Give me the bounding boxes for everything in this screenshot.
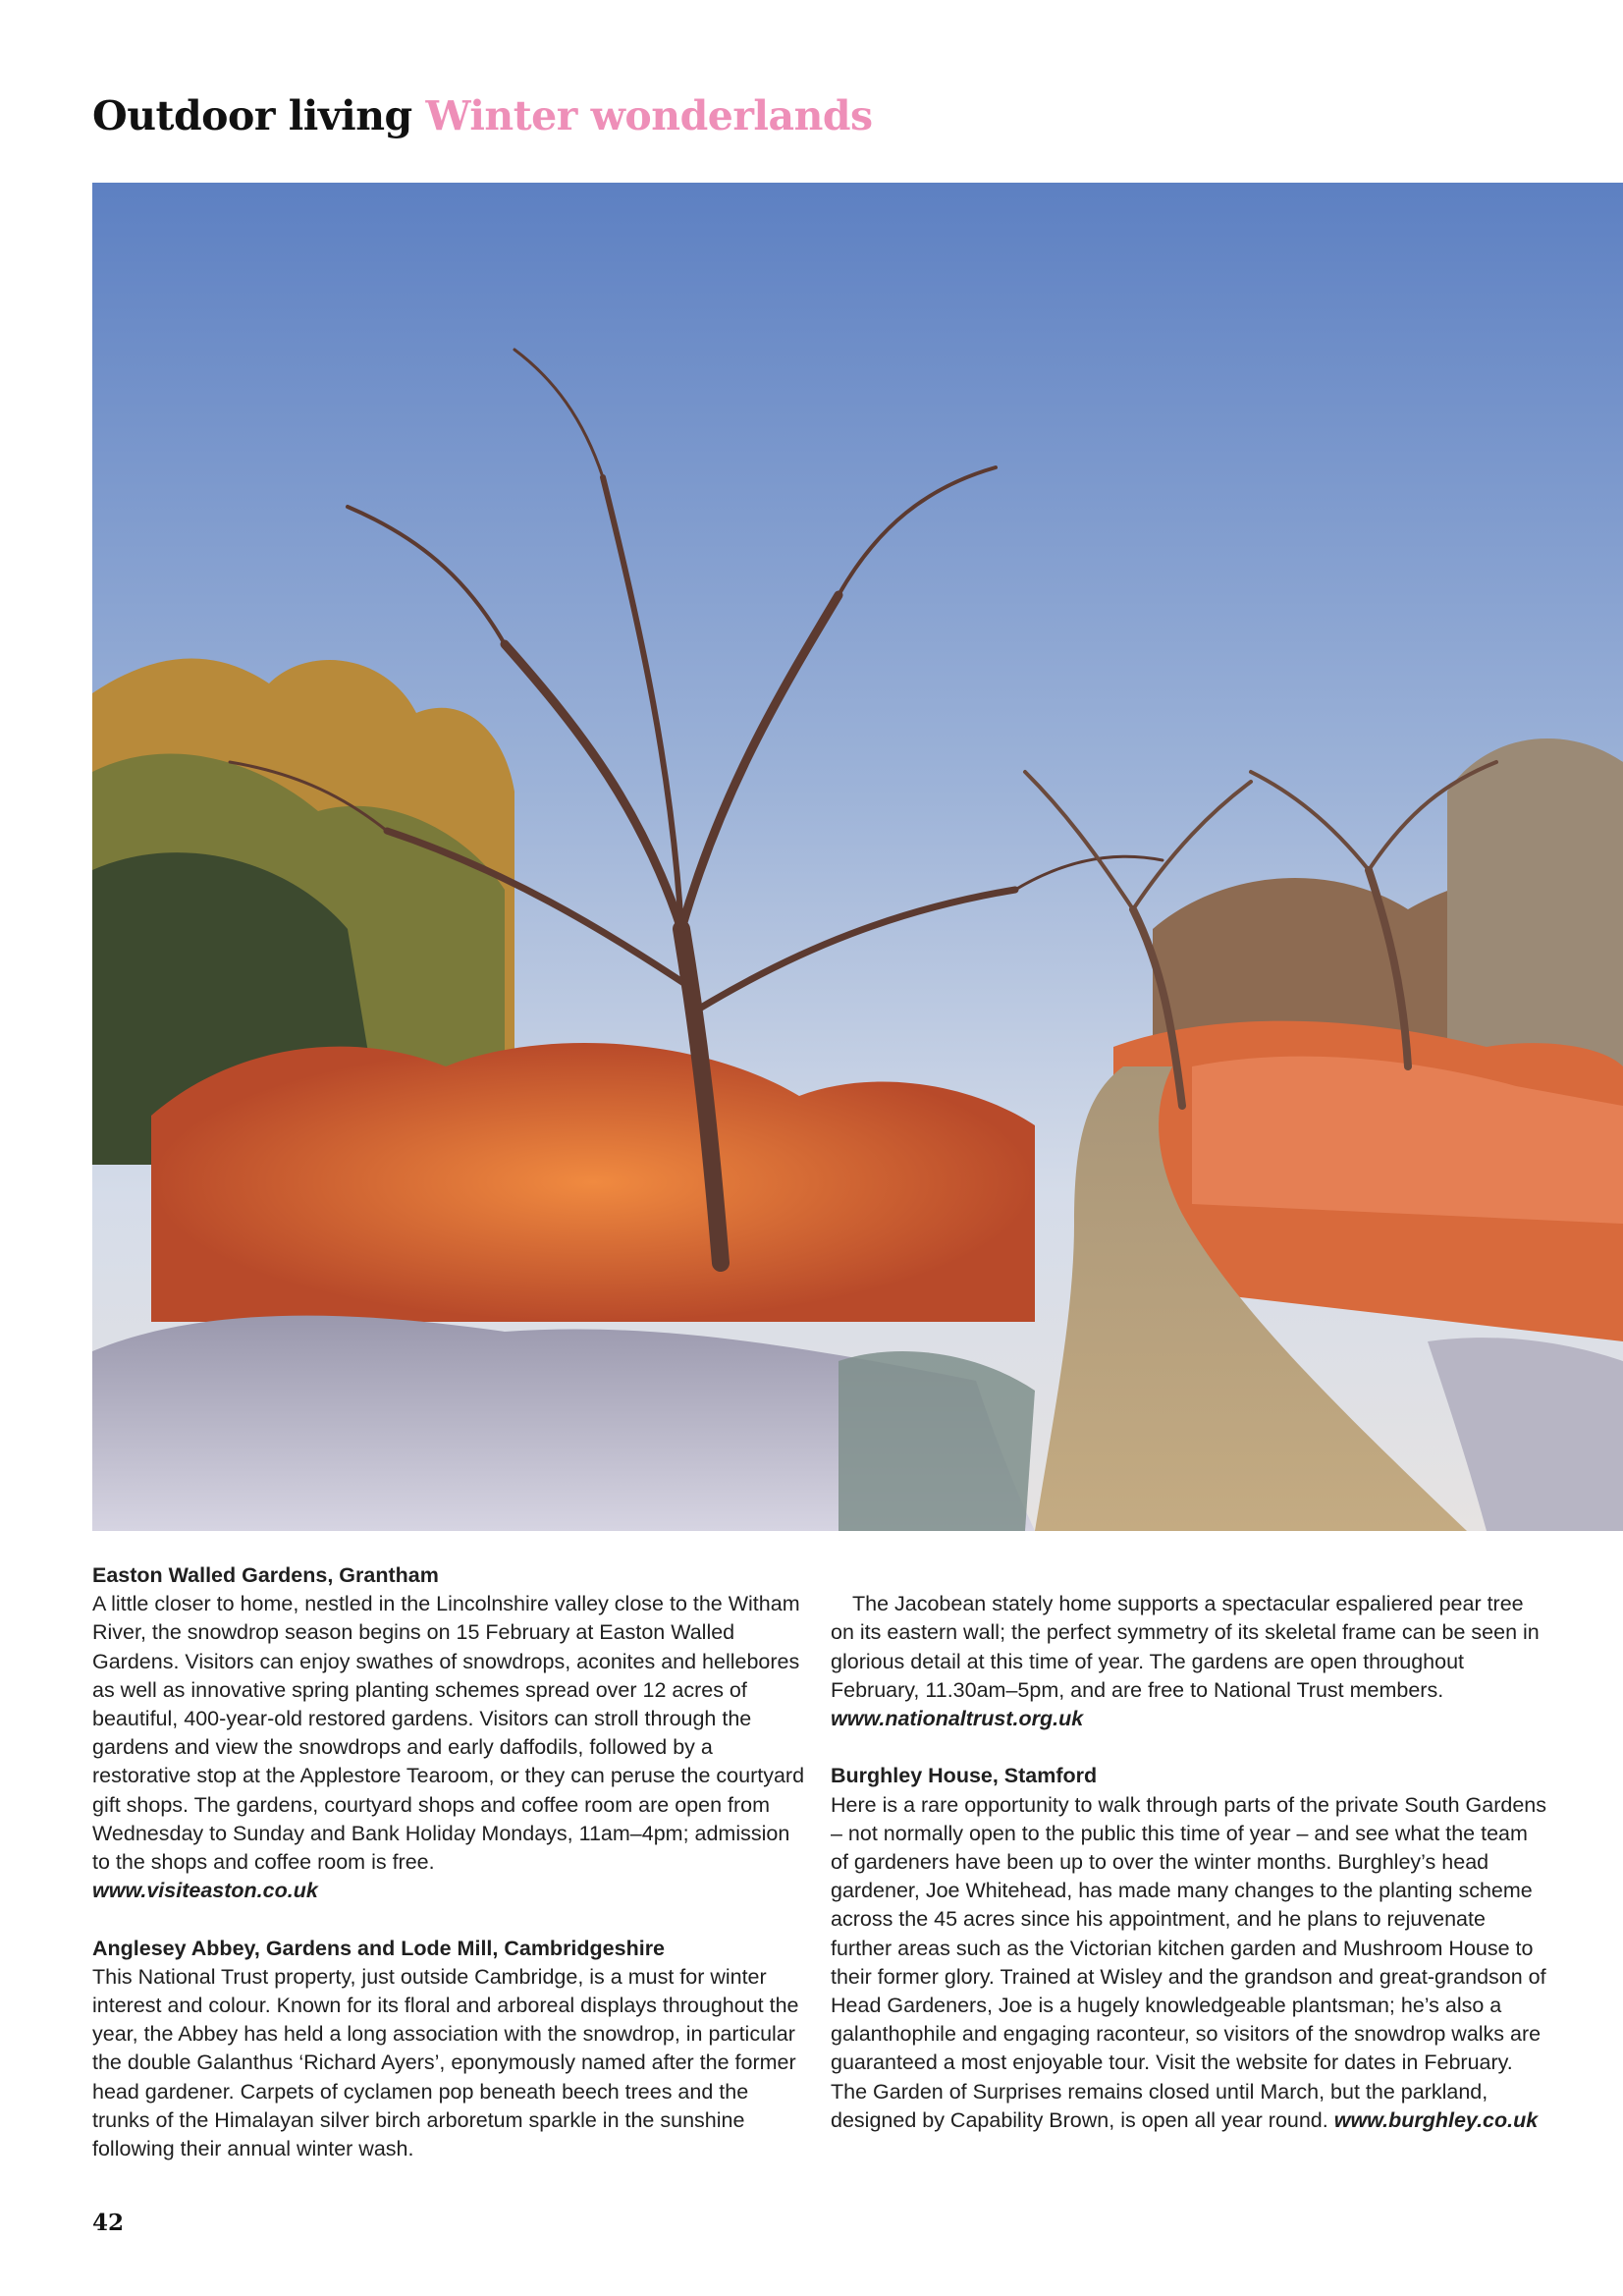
paragraph-gap [92,1905,809,1934]
page-number: 42 [92,2210,125,2236]
paragraph-gap [831,1733,1547,1762]
burghley-url-link[interactable]: www.burghley.co.uk [1333,2107,1539,2132]
burghley-heading: Burghley House, Stamford [831,1764,1098,1788]
right-column [831,1561,1547,2135]
easton-body: A little closer to home, nestled in the Lincolnshire valley close to the Witham River, the snowdrop season begins on 15 February at Easton Walled Gardens. Visitors can enjoy swathes of snowdrops, aconites and hellebores as well as innovative spring planting schemes spread over 12 acres of beautiful, 400-year-old restored gardens. Visitors can stroll through the gardens and view the snowdrops and early daffodils, followed by a restorative stop at the Applestore Tearoom, or they can peruse the courtyard gift shops. The gardens, courtyard shops and coffee room are open from Wednesday to Sunday and Bank Holiday Mondays, 11am–4pm; admission to the shops and coffee room is free. [92,1592,805,1875]
column-top-gap [831,1561,1547,1590]
easton-heading: Easton Walled Gardens, Grantham [92,1563,439,1587]
page-header [92,86,873,145]
anglesey-body: This National Trust property, just outside Cambridge, is a must for winter interest and colour. Known for its floral and arboreal displays throughout the year, the Abbey has held a long association with the snowdrop, in particular the double Galanthus ‘Richard Ayers’, eponymously named after the former head gardener. Carpets of cyclamen pop beneath beech trees and the trunks of the Himalayan silver birch arboretum sparkle in the sunshine following their annual winter wash. [92,1964,799,2161]
burghley-body [831,1791,1547,2135]
topic-title: Winter wonderlands [425,92,873,139]
jacobean-body: The Jacobean stately home supports a spectacular espaliered pear tree on its eastern wall; the perfect symmetry of its skeletal frame can be seen in glorious detail at this time of year. The gardens are open throughout February, 11.30am–5pm, and are free to National Trust members. [831,1592,1540,1702]
burghley-body-text: Here is a rare opportunity to walk through parts of the private South Gardens – not normally open to the public this time of year – and see what the team of gardeners have been up to over the winter months. Burghley’s head gardener, Joe Whitehead, has made many changes to the planting scheme across the 45 acres since his appointment, and he plans to rejuvenate further areas such as the Victorian kitchen garden and Mushroom House to their former glory. Trained at Wisley and the grandson and great-grandson of Head Gardeners, Joe is a hugely knowledgeable plantsman; he’s also a galanthophile and engaging raconteur, so visitors of the snowdrop walks are guaranteed a most enjoyable tour. Visit the website for dates in February. The Garden of Surprises remains closed until March, but the parkland, designed by Capability Brown, is open all year round. [831,1792,1547,2132]
nationaltrust-url-link[interactable]: www.nationaltrust.org.uk [831,1707,1084,1730]
section-title: Outdoor living [92,92,412,139]
winter-garden-illustration [92,183,1623,1531]
winter-garden-photo [92,183,1623,1531]
anglesey-heading: Anglesey Abbey, Gardens and Lode Mill, Cambridgeshire [92,1936,666,1960]
left-column [92,1561,809,2163]
easton-url-link[interactable]: www.visiteaston.co.uk [92,1879,318,1903]
